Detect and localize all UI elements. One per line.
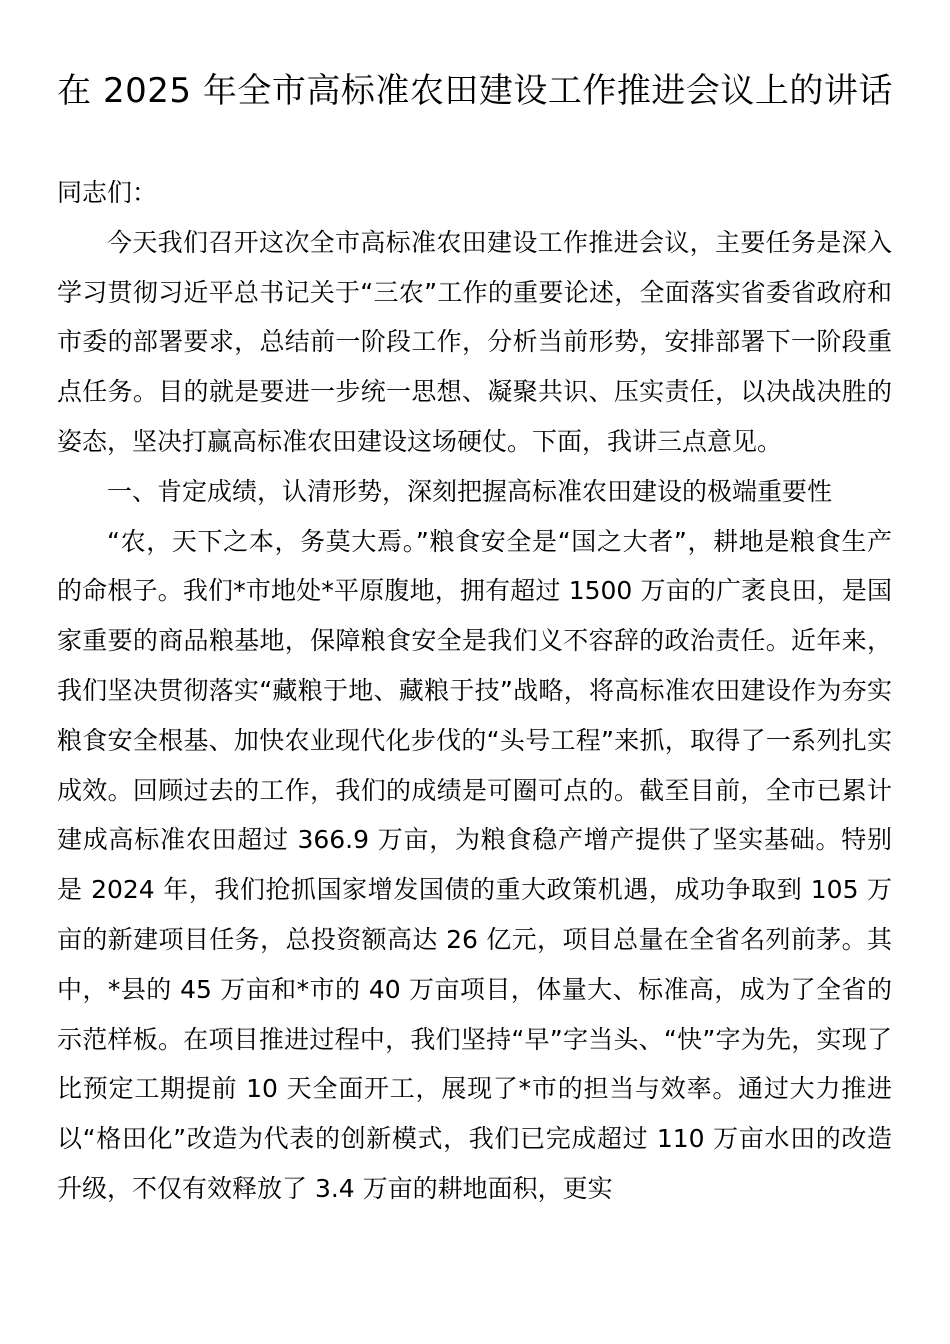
section-heading-1: 一、肯定成绩，认清形势，深刻把握高标准农田建设的极端重要性	[107, 476, 833, 506]
page-title: 在 2025 年全市高标准农田建设工作推进会议上的讲话	[57, 71, 893, 111]
greeting: 同志们：	[57, 178, 158, 207]
document-body	[57, 168, 892, 1214]
paragraph-achievements: “农，天下之本，务莫大焉。”粮食安全是“国之大者”，耕地是粮食生产的命根子。我们*市地处*平原腹地，拥有超过 1500 万亩的广袤良田，是国家重要的商品粮基地，保障粮食安全是我们义不容辞的政治责任。近年来，我们坚决贯彻落实“藏粮于地、藏粮于技”战略，将高标准农田建设作为夯实粮食安全根基、加快农业现代化步伐的“头号工程”来抓，取得了一系列扎实成效。回顾过去的工作，我们的成绩是可圈可点的。截至目前，全市已累计建成高标准农田超过 366.9 万亩，为粮食稳产增产提供了坚实基础。特别是 2024 年，我们抢抓国家增发国债的重大政策机遇，成功争取到 105 万亩的新建项目任务，总投资额高达 26 亿元，项目总量在全省名列前茅。其中，*县的 45 万亩和*市的 40 万亩项目，体量大、标准高，成为了全省的示范样板。在项目推进过程中，我们坚持“早”字当头、“快”字为先，实现了比预定工期提前 10 天全面开工，展现了*市的担当与效率。通过大力推进以“格田化”改造为代表的创新模式，我们已完成超过 110 万亩水田的改造升级，不仅有效释放了 3.4 万亩的耕地面积，更实	[57, 526, 892, 1203]
paragraph-intro: 今天我们召开这次全市高标准农田建设工作推进会议，主要任务是深入学习贯彻习近平总书记关于“三农”工作的重要论述，全面落实省委省政府和市委的部署要求，总结前一阶段工作，分析当前形势，安排部署下一阶段重点任务。目的就是要进一步统一思想、凝聚共识、压实责任，以决战决胜的姿态，坚决打赢高标准农田建设这场硬仗。下面，我讲三点意见。	[57, 227, 892, 456]
